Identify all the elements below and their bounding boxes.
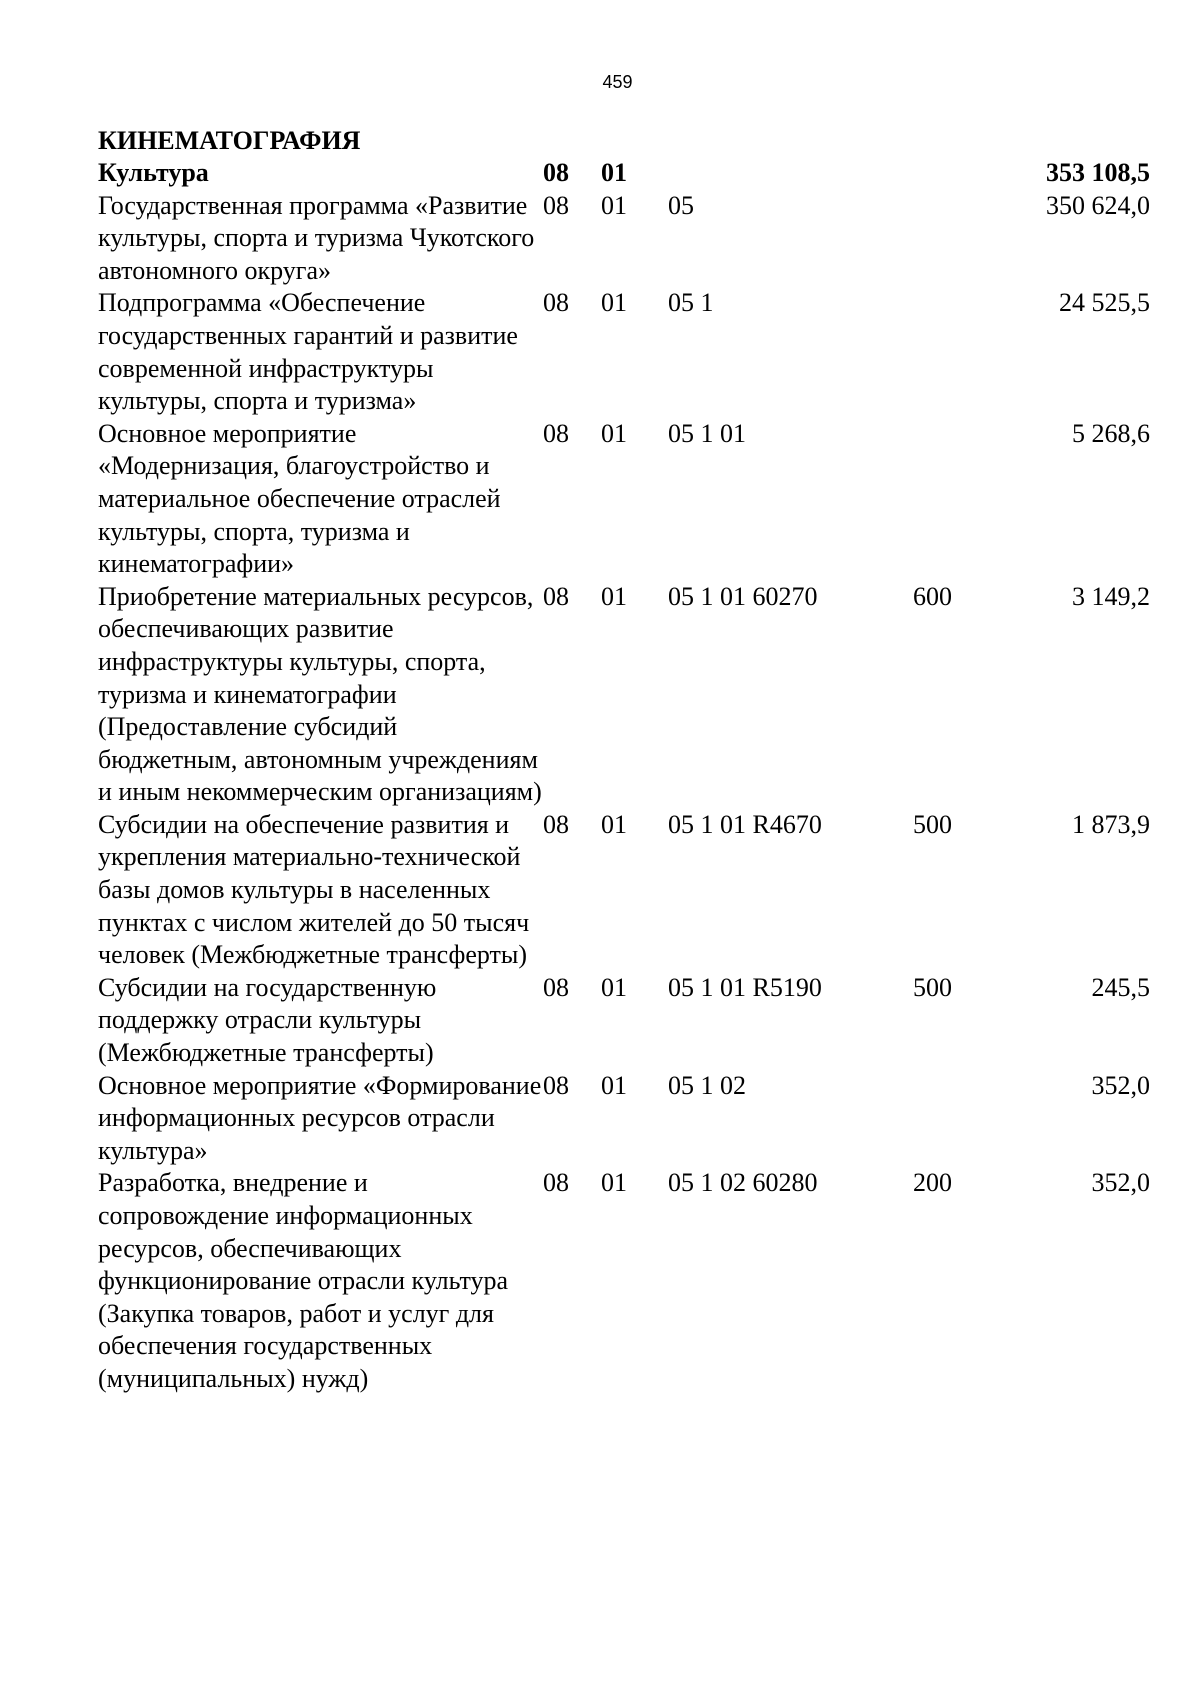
row-name: Основное мероприятие «Модернизация, благоустройство и материальное обеспечение отраслей культуры, спорта, туризма и кинематографии» (98, 418, 501, 579)
row-expense-type: 500 (913, 972, 952, 1002)
row-subsection-code: 01 (601, 190, 627, 220)
row-name: Основное мероприятие «Формирование информационных ресурсов отрасли культура» (98, 1070, 542, 1165)
row-name: Подпрограмма «Обеспечение государственных гарантий и развитие современной инфраструктуры культуры, спорта и туризма» (98, 288, 518, 416)
row-expense-type (913, 1070, 1025, 1168)
document-body (98, 125, 1150, 1396)
row-subsection-code: 01 (601, 809, 627, 839)
row-target-article: 05 1 01 R5190 (668, 972, 822, 1002)
row-target-article: 05 1 (668, 288, 714, 318)
row-target-article: 05 1 01 R4670 (668, 809, 822, 839)
row-expense-type (913, 287, 1025, 417)
row-expense-type (913, 418, 1025, 581)
budget-table (98, 157, 1150, 1396)
table-row (98, 157, 1150, 190)
row-expense-type (913, 157, 1025, 190)
table-row (98, 1167, 1150, 1395)
row-target-article: 05 1 01 (668, 418, 746, 448)
table-row (98, 972, 1150, 1070)
row-section-code: 08 (543, 809, 569, 839)
row-section-code: 08 (543, 158, 569, 187)
row-amount: 24 525,5 (1059, 288, 1150, 318)
row-section-code: 08 (543, 288, 569, 318)
table-row (98, 581, 1150, 809)
row-section-code: 08 (543, 1070, 569, 1100)
row-section-code: 08 (543, 972, 569, 1002)
table-row (98, 418, 1150, 581)
row-name: Субсидии на государственную поддержку отрасли культуры (Межбюджетные трансферты) (98, 972, 437, 1068)
row-target-article (668, 157, 913, 190)
row-name: Государственная программа «Развитие культуры, спорта и туризма Чукотского автономного округа» (98, 190, 535, 285)
row-subsection-code: 01 (601, 1070, 627, 1100)
table-row (98, 287, 1150, 417)
page-number: 459 (602, 72, 633, 92)
row-section-code: 08 (543, 190, 569, 220)
row-amount: 5 268,6 (1072, 418, 1150, 448)
row-name: Приобретение материальных ресурсов, обеспечивающих развитие инфраструктуры культуры, спорта, туризма и кинематографии (Предоставление субсидий бюджетным, автономным учреждениям и иным некоммерческим организациям) (98, 581, 542, 807)
row-target-article: 05 (668, 190, 694, 220)
table-row (98, 1070, 1150, 1168)
row-target-article: 05 1 02 (668, 1070, 746, 1100)
row-subsection-code: 01 (601, 972, 627, 1002)
row-subsection-code: 01 (601, 581, 627, 611)
row-name: Разработка, внедрение и сопровождение информационных ресурсов, обеспечивающих функционирование отрасли культура (Закупка товаров, работ и услуг для обеспечения государственных (муниципальных) нужд) (98, 1168, 509, 1393)
row-expense-type: 600 (913, 581, 952, 611)
section-title: КИНЕМАТОГРАФИЯ (98, 126, 361, 155)
row-amount: 3 149,2 (1072, 581, 1150, 611)
row-subsection-code: 01 (601, 418, 627, 448)
row-amount: 350 624,0 (1046, 190, 1150, 220)
row-subsection-code: 01 (601, 1168, 627, 1198)
row-target-article: 05 1 02 60280 (668, 1168, 818, 1198)
budget-table-body (98, 157, 1150, 1396)
row-subsection-code: 01 (601, 158, 627, 187)
row-name: Субсидии на обеспечение развития и укрепления материально-технической базы домов культуры в населенных пунктах с числом жителей до 50 тысяч человек (Межбюджетные трансферты) (98, 809, 530, 970)
row-section-code: 08 (543, 418, 569, 448)
row-amount: 245,5 (1091, 972, 1150, 1002)
row-section-code: 08 (543, 581, 569, 611)
row-amount: 353 108,5 (1046, 158, 1150, 187)
row-expense-type (913, 190, 1025, 288)
row-amount: 1 873,9 (1072, 809, 1150, 839)
table-row (98, 190, 1150, 288)
row-target-article: 05 1 01 60270 (668, 581, 818, 611)
row-subsection-code: 01 (601, 288, 627, 318)
row-section-code: 08 (543, 1168, 569, 1198)
table-row (98, 809, 1150, 972)
row-expense-type: 200 (913, 1168, 952, 1198)
row-expense-type: 500 (913, 809, 952, 839)
row-name: Культура (98, 158, 209, 187)
row-amount: 352,0 (1091, 1070, 1150, 1100)
row-amount: 352,0 (1091, 1168, 1150, 1198)
